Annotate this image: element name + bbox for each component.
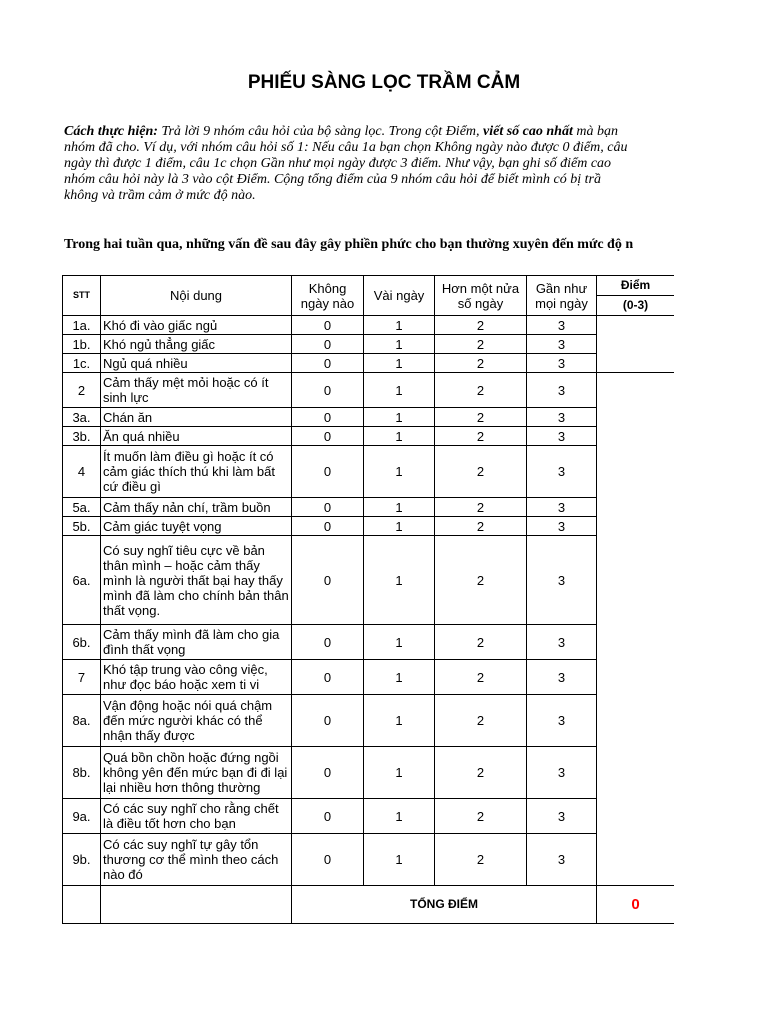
row-value-never: 0 <box>292 335 364 354</box>
row-stt: 1a. <box>63 316 101 335</box>
row-value-never: 0 <box>292 625 364 660</box>
row-value-several: 1 <box>364 834 435 886</box>
question-prompt: Trong hai tuần qua, những vấn đề sau đây gây phiền phức cho bạn thường xuyên đến mức độ n <box>64 237 634 252</box>
row-stt: 9a. <box>63 799 101 834</box>
row-value-never: 0 <box>292 536 364 625</box>
row-value-nearly-every: 3 <box>527 625 597 660</box>
total-empty-content <box>101 886 292 924</box>
row-value-nearly-every: 3 <box>527 695 597 747</box>
row-value-more-half: 2 <box>435 498 527 517</box>
row-value-several: 1 <box>364 408 435 427</box>
row-value-never: 0 <box>292 373 364 408</box>
header-nearly-every-day: Gần như mọi ngày <box>527 276 597 316</box>
header-content: Nội dung <box>101 276 292 316</box>
row-value-nearly-every: 3 <box>527 834 597 886</box>
screening-table <box>62 275 674 924</box>
row-value-nearly-every: 3 <box>527 747 597 799</box>
instructions-bold: viết số cao nhất <box>483 124 573 139</box>
table-row <box>63 408 675 427</box>
row-value-never: 0 <box>292 427 364 446</box>
row-content: Cảm thấy mình đã làm cho gia đình thất vọng <box>101 625 292 660</box>
table-row <box>63 695 675 747</box>
row-value-several: 1 <box>364 517 435 536</box>
row-value-several: 1 <box>364 335 435 354</box>
score-input-cell[interactable] <box>597 316 675 373</box>
row-stt: 8b. <box>63 747 101 799</box>
row-value-never: 0 <box>292 517 364 536</box>
row-value-never: 0 <box>292 747 364 799</box>
table-body <box>63 316 675 886</box>
table-row <box>63 747 675 799</box>
instructions <box>64 124 674 212</box>
row-stt: 2 <box>63 373 101 408</box>
row-content: Ngủ quá nhiều <box>101 354 292 373</box>
table-row <box>63 335 675 354</box>
row-value-more-half: 2 <box>435 373 527 408</box>
header-score-range: (0-3) <box>597 296 675 316</box>
row-value-several: 1 <box>364 536 435 625</box>
table-row <box>63 427 675 446</box>
row-content: Cảm thấy mệt mỏi hoặc có ít sinh lực <box>101 373 292 408</box>
row-value-more-half: 2 <box>435 427 527 446</box>
row-value-nearly-every: 3 <box>527 517 597 536</box>
row-value-more-half: 2 <box>435 660 527 695</box>
row-value-more-half: 2 <box>435 446 527 498</box>
instructions-lead: Cách thực hiện: <box>64 124 158 139</box>
header-more-than-half: Hơn một nửa số ngày <box>435 276 527 316</box>
row-stt: 5a. <box>63 498 101 517</box>
row-content: Có các suy nghĩ cho rằng chết là điều tốt hơn cho bạn <box>101 799 292 834</box>
row-content: Vận động hoặc nói quá chậm đến mức người khác có thể nhận thấy được <box>101 695 292 747</box>
row-stt: 5b. <box>63 517 101 536</box>
row-value-more-half: 2 <box>435 354 527 373</box>
row-value-nearly-every: 3 <box>527 799 597 834</box>
header-stt: STT <box>63 276 101 316</box>
instructions-text: Trả lời 9 nhóm câu hỏi của bộ sàng lọc. Trong cột Điểm, <box>157 124 484 139</box>
row-stt: 6a. <box>63 536 101 625</box>
row-stt: 9b. <box>63 834 101 886</box>
row-content: Khó ngủ thẳng giấc <box>101 335 292 354</box>
row-value-nearly-every: 3 <box>527 427 597 446</box>
instructions-line-5: không và trầm cảm ở mức độ nào. <box>64 188 256 203</box>
page-title: PHIẾU SÀNG LỌC TRẦM CẢM <box>247 72 521 93</box>
row-value-more-half: 2 <box>435 335 527 354</box>
row-value-nearly-every: 3 <box>527 373 597 408</box>
row-value-more-half: 2 <box>435 517 527 536</box>
table-row <box>63 834 675 886</box>
row-value-more-half: 2 <box>435 536 527 625</box>
row-content: Khó đi vào giấc ngủ <box>101 316 292 335</box>
table-row <box>63 498 675 517</box>
row-content: Cảm giác tuyệt vọng <box>101 517 292 536</box>
row-content: Chán ăn <box>101 408 292 427</box>
row-stt: 7 <box>63 660 101 695</box>
row-value-never: 0 <box>292 695 364 747</box>
total-label: TỔNG ĐIỂM <box>292 886 597 924</box>
row-stt: 3b. <box>63 427 101 446</box>
row-value-never: 0 <box>292 446 364 498</box>
row-stt: 8a. <box>63 695 101 747</box>
table-row <box>63 446 675 498</box>
row-value-nearly-every: 3 <box>527 660 597 695</box>
row-content: Quá bồn chồn hoặc đứng ngồi không yên đến mức bạn đi đi lại lại nhiều hơn thông thường <box>101 747 292 799</box>
table-row <box>63 536 675 625</box>
instructions-tail: mà bạn <box>572 124 618 139</box>
row-value-more-half: 2 <box>435 695 527 747</box>
row-value-several: 1 <box>364 427 435 446</box>
row-value-never: 0 <box>292 316 364 335</box>
row-content: Có suy nghĩ tiêu cực về bản thân mình – hoặc cảm thấy mình là người thất bại hay thấy mình đã làm cho chính bản thân thất vọng. <box>101 536 292 625</box>
row-value-several: 1 <box>364 747 435 799</box>
row-value-several: 1 <box>364 799 435 834</box>
row-value-several: 1 <box>364 354 435 373</box>
table-row <box>63 799 675 834</box>
row-stt: 6b. <box>63 625 101 660</box>
row-value-more-half: 2 <box>435 834 527 886</box>
table-row <box>63 316 675 335</box>
row-value-several: 1 <box>364 373 435 408</box>
instructions-line-4: nhóm câu hỏi này là 3 vào cột Điểm. Cộng tổng điểm của 9 nhóm câu hỏi để biết mình có bị trầ <box>64 172 601 187</box>
row-value-never: 0 <box>292 354 364 373</box>
row-value-nearly-every: 3 <box>527 335 597 354</box>
row-value-nearly-every: 3 <box>527 354 597 373</box>
header-never: Không ngày nào <box>292 276 364 316</box>
row-value-several: 1 <box>364 446 435 498</box>
score-input-cell[interactable] <box>597 373 675 886</box>
row-value-nearly-every: 3 <box>527 316 597 335</box>
row-value-more-half: 2 <box>435 747 527 799</box>
row-content: Khó tập trung vào công việc, như đọc báo hoặc xem ti vi <box>101 660 292 695</box>
row-value-never: 0 <box>292 799 364 834</box>
row-value-several: 1 <box>364 316 435 335</box>
table-row <box>63 517 675 536</box>
row-stt: 1b. <box>63 335 101 354</box>
instructions-line-2: nhóm đã cho. Ví dụ, với nhóm câu hỏi số 1: Nếu câu 1a bạn chọn Không ngày nào được 0 điểm, câu <box>64 140 628 155</box>
row-value-more-half: 2 <box>435 799 527 834</box>
header-several-days: Vài ngày <box>364 276 435 316</box>
total-empty-stt <box>63 886 101 924</box>
row-content: Ăn quá nhiều <box>101 427 292 446</box>
row-value-several: 1 <box>364 695 435 747</box>
instructions-line-3: ngày thì được 1 điểm, câu 1c chọn Gần như mọi ngày được 3 điểm. Như vậy, bạn ghi số điểm cao <box>64 156 612 171</box>
row-value-more-half: 2 <box>435 408 527 427</box>
row-value-more-half: 2 <box>435 316 527 335</box>
row-value-nearly-every: 3 <box>527 536 597 625</box>
row-value-more-half: 2 <box>435 625 527 660</box>
header-score: Điểm <box>597 276 675 296</box>
screening-table-wrapper <box>62 275 674 935</box>
row-value-never: 0 <box>292 660 364 695</box>
row-value-never: 0 <box>292 834 364 886</box>
row-value-nearly-every: 3 <box>527 498 597 517</box>
table-row <box>63 625 675 660</box>
row-value-never: 0 <box>292 408 364 427</box>
row-value-never: 0 <box>292 498 364 517</box>
table-row <box>63 354 675 373</box>
row-content: Cảm thấy nản chí, trầm buồn <box>101 498 292 517</box>
row-value-several: 1 <box>364 498 435 517</box>
row-stt: 4 <box>63 446 101 498</box>
row-stt: 1c. <box>63 354 101 373</box>
row-content: Ít muốn làm điều gì hoặc ít có cảm giác thích thú khi làm bất cứ điều gì <box>101 446 292 498</box>
row-stt: 3a. <box>63 408 101 427</box>
row-value-nearly-every: 3 <box>527 408 597 427</box>
row-value-nearly-every: 3 <box>527 446 597 498</box>
row-value-several: 1 <box>364 625 435 660</box>
table-row <box>63 660 675 695</box>
row-content: Có các suy nghĩ tự gây tổn thương cơ thể mình theo cách nào đó <box>101 834 292 886</box>
table-row <box>63 373 675 408</box>
instructions-line-1 <box>64 124 674 140</box>
total-value: 0 <box>597 886 675 924</box>
row-value-several: 1 <box>364 660 435 695</box>
